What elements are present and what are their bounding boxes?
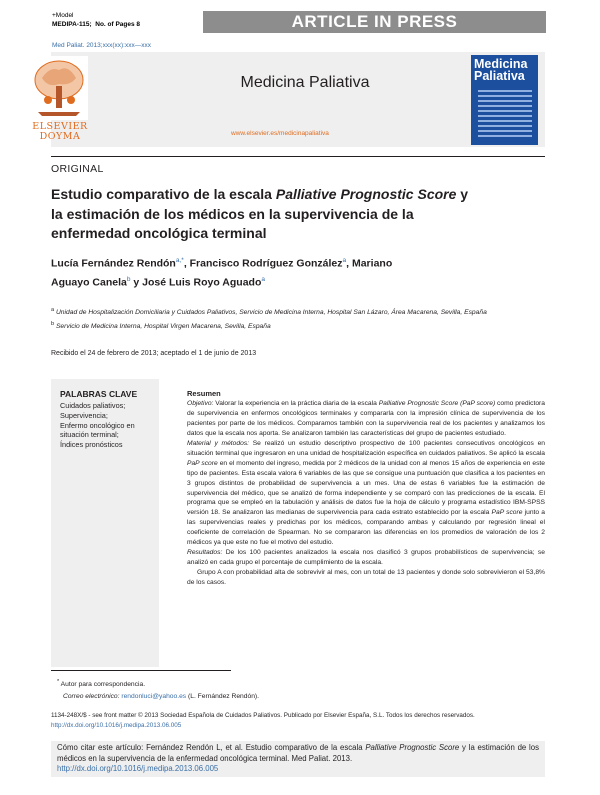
article-in-press-banner: ARTICLE IN PRESS	[203, 11, 546, 33]
journal-citation[interactable]: Med Paliat. 2013;xxx(xx):xxx—xxx	[52, 42, 151, 49]
email-label: Correo electrónico:	[63, 693, 122, 701]
section-label: ORIGINAL	[51, 163, 104, 175]
keywords-heading: PALABRAS CLAVE	[60, 389, 138, 399]
keyword-item: Cuidados paliativos;	[60, 401, 126, 410]
keywords-list	[60, 401, 152, 450]
objective-text-a: Valorar la experiencia en la práctica diaria de la escala	[213, 399, 379, 407]
objective-label: Objetivo:	[187, 399, 214, 407]
affiliation-b	[51, 319, 531, 333]
correspondence-footnote	[57, 676, 537, 703]
author-4-affil[interactable]: a	[261, 276, 265, 283]
cover-text-lines	[478, 90, 532, 140]
title-part-b: y la estimación de los médicos en la supervivencia de la enfermedad oncológica terminal	[51, 186, 469, 241]
abstract-heading: Resumen	[187, 389, 221, 398]
copyright-text: 1134-248X/$ - see front matter © 2013 Sociedad Española de Cuidados Paliativos. Publicado por Elsevier España, S.L. Todos los derechos reservados.	[51, 712, 475, 719]
methods-text-a: Se realizó un estudio descriptivo prospectivo de 100 pacientes consecutivos oncológicos en situación terminal que ingresaron en una unidad de hospitalización específica en cuidados paliativos. Se aplicó la escala	[187, 439, 546, 457]
author-3: , Mariano Aguayo Canela	[51, 257, 393, 289]
copyright-block	[51, 711, 545, 731]
objective-italic: Palliative Prognostic Score (PaP score)	[378, 399, 496, 407]
affiliation-b-text: Servicio de Medicina Interna, Hospital Virgen Macarena, Sevilla, España	[54, 322, 271, 330]
email-owner: (L. Fernández Rendón).	[186, 693, 260, 701]
author-4: y José Luis Royo Aguado	[130, 276, 262, 289]
cite-italic: Palliative Prognostic Score	[365, 743, 460, 752]
publisher-logo-text	[26, 122, 94, 142]
affiliation-a-mark: a	[51, 307, 55, 313]
methods-italic-1: PaP score	[187, 459, 218, 467]
elsevier-tree-logo-icon	[30, 56, 88, 120]
corr-text: Autor para correspondencia.	[59, 681, 146, 689]
keyword-item: Supervivencia;	[60, 410, 108, 420]
author-2-affil[interactable]: a	[342, 257, 347, 264]
corresponding-author	[57, 676, 537, 691]
author-1-affil[interactable]: a,*	[175, 257, 184, 264]
author-email	[57, 691, 537, 703]
abstract-objective	[187, 399, 545, 439]
objective-text-b: como predictora de supervivencia en enfermos oncológicos terminales y compararla con la impresión clínica de supervivencia de los pacientes por parte de los médicos. Comparamos también con la supervivencia real de los pacientes y analizamos los datos que la escala nos aporta. Se analizaron también las características del grupo de pacientes estudiado.	[187, 399, 545, 437]
page-count: No. of Pages 8	[95, 21, 141, 28]
corr-mark: *	[57, 679, 60, 685]
cite-text-a: Cómo citar este artículo: Fernández Rendón L, et al. Estudio comparativo de la escala	[57, 743, 366, 752]
cite-doi-link[interactable]: http://dx.doi.org/10.1016/j.medipa.2013.06.005	[57, 764, 219, 774]
results-label: Resultados:	[187, 549, 223, 557]
title-italic: Palliative Prognostic Score	[275, 186, 457, 202]
manuscript-code: MEDIPA-115;	[52, 21, 92, 28]
affiliations	[51, 305, 531, 332]
abstract	[187, 389, 545, 588]
keyword-item: Índices pronósticos	[60, 440, 123, 450]
article-title	[51, 185, 471, 244]
author-2: , Francisco Rodríguez González	[183, 257, 343, 270]
abstract-methods	[187, 439, 545, 548]
results-text-a: De los 100 pacientes analizados la escala nos clasificó 3 grupos probabilísticos de supervivencia; se analizó en cada grupo el porcentaje de cumplimiento de la escala.	[187, 549, 545, 567]
manuscript-id	[52, 21, 140, 29]
publisher-imprint: DOYMA	[39, 131, 81, 142]
affiliation-a-text: Unidad de Hospitalización Domiciliaria y Cuidados Paliativos, Servicio de Medicina Interna, Hospital San Lázaro, Área Macarena, Sevilla, España	[54, 309, 487, 317]
methods-italic-2: PaP score	[491, 509, 523, 517]
title-part-a: Estudio comparativo de la escala	[51, 186, 276, 202]
cite-text-b: y la estimación de los médicos en la supervivencia de la enfermedad oncológica terminal. Med Paliat. 2013.	[57, 743, 539, 763]
header-divider	[51, 156, 545, 157]
abstract-results-group-a: Grupo A con probabilidad alta de sobrevivir al mes, con un total de 13 pacientes y donde solo sobrevivieron el 53,8% de los casos.	[187, 569, 545, 587]
methods-label: Material y métodos:	[187, 439, 250, 447]
affiliation-a	[51, 305, 531, 319]
author-list	[51, 253, 431, 291]
received-accepted-dates: Recibido el 24 de febrero de 2013; aceptado el 1 de junio de 2013	[51, 350, 257, 357]
abstract-results	[187, 548, 545, 568]
affiliation-b-mark: b	[51, 320, 55, 327]
footnote-divider	[51, 670, 231, 671]
author-1: Lucía Fernández Rendón	[51, 257, 176, 270]
cover-title-line2: Paliativa	[474, 69, 525, 83]
methods-text-b: en el momento del ingreso, medida por 2 médicos de la unidad con al menos 15 años de experiencia en este tipo de pacientes. Esta escala valora 6 variables de las que se consigue una puntuación que clasifica a los pacientes en 3 grupos distintos de probabilidad de supervivencia a un mes. Una de estas 6 variables fue la estimación de supervivencia del médico, que se analizó de forma independiente y se comparó con las predicciones de la escala. El programa que se empleó en la tabulación y análisis de datos fue la hoja de cálculo y programa estadístico IBM-SPSS versión 18. Se analizaron las medianas de supervivencia para cada estrato establecido por la escala	[187, 459, 545, 517]
email-link[interactable]: rendonluci@yahoo.es	[121, 693, 187, 701]
publisher-name: ELSEVIER	[32, 121, 88, 132]
cover-title	[474, 58, 536, 82]
doi-link[interactable]: http://dx.doi.org/10.1016/j.medipa.2013.06.005	[51, 722, 182, 729]
author-3-affil[interactable]: b	[126, 276, 131, 283]
how-to-cite	[57, 743, 539, 775]
keyword-item: Enfermo oncológico en situación terminal;	[60, 420, 135, 440]
methods-text-c: junto a las supervivencias reales y predichas por los médicos, comparando ambas y calculando por regresión lineal el coeficiente de correlación de Spearman. No se compararon las diferencias en los promedios de valoración de los 2 médicos ya que este no fue el motivo del estudio.	[187, 509, 545, 547]
journal-url-link[interactable]: www.elsevier.es/medicinapaliativa	[231, 130, 329, 137]
model-tag: +Model	[52, 12, 74, 19]
journal-title: Medicina Paliativa	[240, 74, 370, 91]
cover-title-line1: Medicina	[474, 57, 528, 71]
